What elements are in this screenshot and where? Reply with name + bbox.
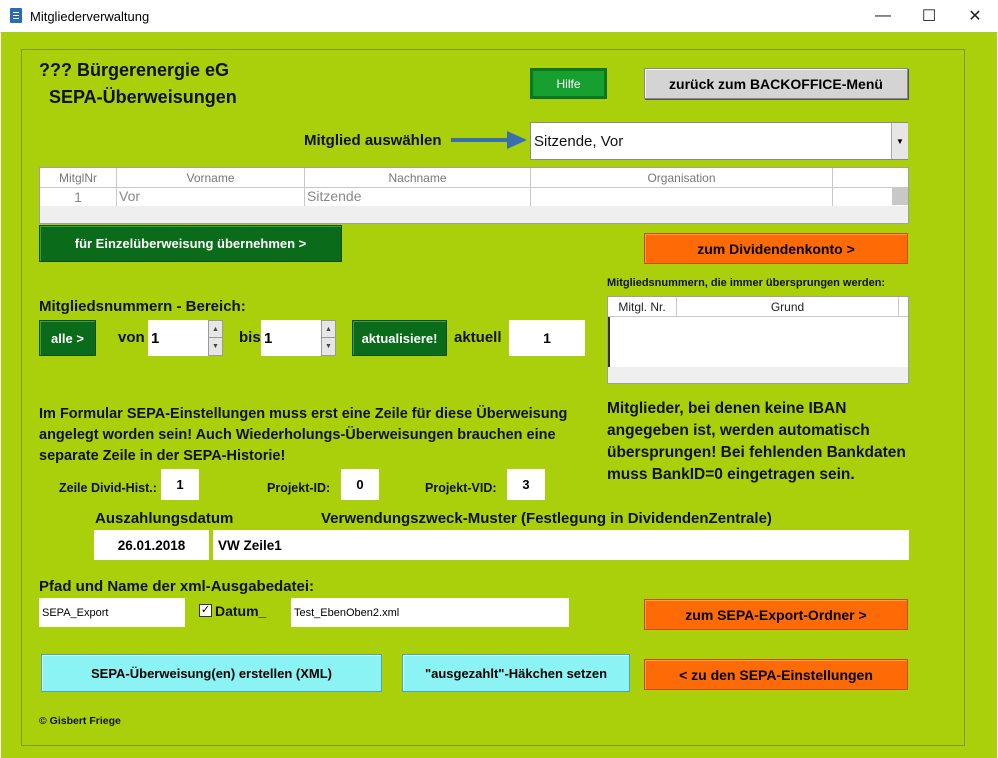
col-extra [833, 168, 908, 187]
stepper-up-icon[interactable]: ▲ [209, 321, 222, 338]
all-button[interactable]: alle > [39, 320, 96, 356]
bis-label: bis [239, 329, 261, 346]
zeile-value: 1 [176, 477, 184, 492]
datum-checkbox-label: Datum_ [215, 603, 267, 619]
refresh-button[interactable]: aktualisiere! [352, 320, 447, 356]
xml-path-value: SEPA_Export [42, 606, 109, 619]
chevron-down-icon[interactable]: ▼ [891, 123, 908, 159]
current-value: 1 [543, 330, 551, 346]
col-vorname[interactable]: Vorname [117, 168, 305, 187]
col-grund[interactable]: Grund [677, 297, 899, 316]
purpose-label: Verwendungszweck-Muster (Festlegung in DividendenZentrale) [321, 510, 772, 527]
cell-organisation [531, 188, 833, 206]
skipped-grid-body[interactable] [608, 317, 908, 367]
info-text-right: Mitglieder, bei denen keine IBAN angegeben ist, werden automatisch übersprungen! Bei fehlenden Bankdaten muss BankID=0 eingetragen sein. [607, 400, 906, 483]
projekt-vid-value: 3 [522, 477, 530, 492]
member-grid-header [40, 168, 908, 188]
payout-date-input[interactable] [94, 530, 209, 560]
zeile-input[interactable] [161, 469, 199, 500]
skipped-label: Mitgliedsnummern, die immer übersprungen werden: [607, 277, 886, 289]
projekt-id-input[interactable] [341, 469, 379, 500]
cell-nr: 1 [40, 188, 117, 206]
datum-checkbox[interactable]: ✓ [200, 604, 211, 616]
xml-path-input[interactable] [39, 598, 185, 627]
col-organisation[interactable]: Organisation [531, 168, 833, 187]
range-label: Mitgliedsnummern - Bereich: [39, 298, 246, 315]
member-select-label: Mitglied auswählen [304, 132, 442, 149]
window-title: Mitgliederverwaltung [30, 9, 150, 24]
range-from-stepper[interactable] [208, 320, 223, 356]
set-paid-checkmark-button[interactable]: "ausgezahlt"-Häkchen setzen [402, 654, 630, 692]
current-input[interactable] [509, 320, 585, 356]
skipped-grid-header [608, 297, 908, 317]
von-label: von [118, 329, 145, 346]
payout-date-label: Auszahlungsdatum [95, 510, 234, 527]
dividend-account-button[interactable]: zum Dividendenkonto > [644, 233, 908, 264]
org-title: ??? Bürgerenergie eG [39, 60, 230, 80]
cell-nachname: Sitzende [305, 188, 531, 206]
range-to-stepper[interactable] [321, 320, 336, 356]
member-combobox[interactable] [530, 122, 908, 160]
stepper-down-icon[interactable]: ▼ [212, 343, 219, 350]
form-body [1, 32, 997, 758]
range-from-value: 1 [151, 329, 160, 347]
payout-date-value: 26.01.2018 [117, 537, 186, 553]
maximize-button[interactable]: ☐ [921, 7, 937, 25]
zeile-label: Zeile Divid-Hist.: [59, 481, 157, 495]
info-text-left: Im Formular SEPA-Einstellungen muss erst eine Zeile für diese Überweisung angelegt worden sein! Auch Wiederholungs-Überweisungen brauchen eine separate Zeile in der SEPA-Historie! [39, 406, 568, 464]
grid-scrollbar[interactable] [892, 188, 908, 205]
projekt-id-label: Projekt-ID: [267, 481, 331, 495]
col-mitgl-nr[interactable]: Mitgl. Nr. [608, 297, 677, 316]
stepper-up-icon[interactable]: ▲ [322, 321, 335, 338]
xml-filename-value: Test_EbenOben2.xml [294, 606, 400, 619]
range-to-input[interactable] [261, 320, 321, 356]
create-sepa-xml-button[interactable]: SEPA-Überweisung(en) erstellen (XML) [41, 654, 382, 692]
arrow-right-icon [449, 129, 529, 151]
copyright-text: © Gisbert Friege [39, 715, 121, 727]
table-row[interactable] [40, 188, 908, 206]
projekt-id-value: 0 [356, 477, 364, 492]
app-icon [10, 8, 22, 23]
sepa-settings-button[interactable]: < zu den SEPA-Einstellungen [644, 659, 908, 690]
projekt-vid-label: Projekt-VID: [425, 481, 497, 495]
export-folder-button[interactable]: zum SEPA-Export-Ordner > [644, 599, 908, 630]
xml-label: Pfad und Name der xml-Ausgabedatei: [39, 578, 315, 595]
window-titlebar [0, 0, 998, 33]
col-mitglnr[interactable]: MitglNr [40, 168, 117, 187]
single-transfer-button[interactable]: für Einzelüberweisung übernehmen > [39, 225, 342, 262]
close-button[interactable]: ✕ [968, 7, 982, 25]
page-title: SEPA-Überweisungen [49, 87, 237, 107]
range-from-input[interactable] [148, 320, 208, 356]
minimize-button[interactable]: — [875, 6, 891, 24]
aktuell-label: aktuell [454, 329, 502, 346]
xml-filename-input[interactable] [291, 598, 569, 627]
projekt-vid-input[interactable] [507, 469, 545, 500]
col-nachname[interactable]: Nachname [305, 168, 531, 187]
stepper-down-icon[interactable]: ▼ [325, 343, 332, 350]
help-button[interactable]: Hilfe [530, 68, 607, 99]
purpose-value: VW Zeile1 [218, 537, 282, 553]
range-to-value: 1 [264, 329, 273, 347]
member-combobox-value: Sitzende, Vor [534, 132, 624, 150]
purpose-input[interactable] [213, 530, 909, 560]
back-to-backoffice-button[interactable]: zurück zum BACKOFFICE-Menü [644, 68, 908, 99]
cell-vorname: Vor [117, 188, 305, 206]
